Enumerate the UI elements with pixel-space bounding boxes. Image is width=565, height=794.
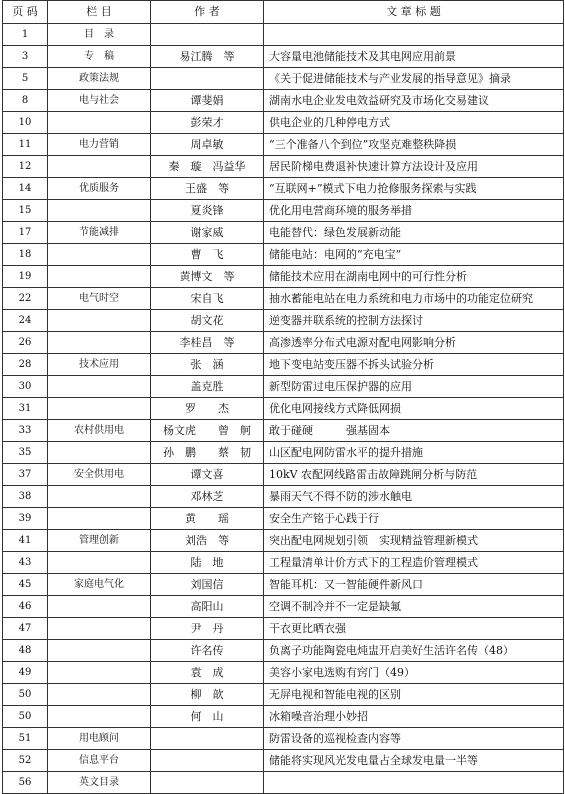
column-cell	[48, 508, 151, 530]
author-cell	[151, 750, 264, 772]
page-number-cell: 10	[3, 112, 48, 134]
author-cell: 陆 地	[151, 552, 264, 574]
title-cell: 智能耳机：又一智能硬件新风口	[264, 574, 564, 596]
page-number-cell: 48	[3, 640, 48, 662]
page-number-cell: 45	[3, 574, 48, 596]
table-row	[3, 310, 564, 332]
author-cell: 高阳山	[151, 596, 264, 618]
contents-table	[2, 0, 564, 794]
table-row	[3, 750, 564, 772]
table-row	[3, 442, 564, 464]
author-cell: 柳 歆	[151, 684, 264, 706]
author-cell: 何 山	[151, 706, 264, 728]
author-cell: 杨文虎 曾 舸	[151, 420, 264, 442]
author-cell: 袁 成	[151, 662, 264, 684]
page-number-cell: 47	[3, 618, 48, 640]
column-cell: 目 录	[48, 24, 151, 46]
column-cell	[48, 640, 151, 662]
page-number-cell: 41	[3, 530, 48, 552]
table-row	[3, 772, 564, 794]
title-cell: 抽水蓄能电站在电力系统和电力市场中的功能定位研究	[264, 288, 564, 310]
title-cell: “互联网+”模式下电力抢修服务探索与实践	[264, 178, 564, 200]
title-cell: 《关于促进储能技术与产业发展的指导意见》摘录	[264, 68, 564, 90]
table-row	[3, 90, 564, 112]
title-cell: 地下变电站变压器不拆头试验分析	[264, 354, 564, 376]
page-number-cell: 39	[3, 508, 48, 530]
author-cell: 谢家威	[151, 222, 264, 244]
page-number-cell: 15	[3, 200, 48, 222]
title-cell: 无屏电视和智能电视的区别	[264, 684, 564, 706]
column-cell	[48, 310, 151, 332]
table-row	[3, 618, 564, 640]
table-row	[3, 222, 564, 244]
table-body	[3, 24, 564, 794]
author-cell: 谭斐娟	[151, 90, 264, 112]
page-number-cell: 49	[3, 662, 48, 684]
page-number-cell: 35	[3, 442, 48, 464]
title-cell: 逆变器并联系统的控制方法探讨	[264, 310, 564, 332]
header-row	[3, 1, 564, 24]
page-number-cell: 33	[3, 420, 48, 442]
title-cell: “三个准备八个到位”攻坚克难整秩降损	[264, 134, 564, 156]
author-cell: 邓林芝	[151, 486, 264, 508]
title-cell: 优化用电营商环境的服务举措	[264, 200, 564, 222]
column-cell: 安全供用电	[48, 464, 151, 486]
title-cell: 山区配电网防雷水平的提升措施	[264, 442, 564, 464]
title-cell: 美容小家电选购有窍门（49）	[264, 662, 564, 684]
title-cell: 冰箱噪音治理小妙招	[264, 706, 564, 728]
table-row	[3, 288, 564, 310]
title-cell: 储能将实现风光发电量占全球发电量一半等	[264, 750, 564, 772]
table-row	[3, 178, 564, 200]
page-number-cell: 5	[3, 68, 48, 90]
column-cell: 用电顾问	[48, 728, 151, 750]
page-number-cell: 3	[3, 46, 48, 68]
table-row	[3, 46, 564, 68]
title-cell: 大容量电池储能技术及其电网应用前景	[264, 46, 564, 68]
title-cell: 暴雨天气不得不防的涉水触电	[264, 486, 564, 508]
table-row	[3, 24, 564, 46]
title-cell: 供电企业的几种停电方式	[264, 112, 564, 134]
table-row	[3, 244, 564, 266]
page-number-cell: 14	[3, 178, 48, 200]
author-cell: 张 涵	[151, 354, 264, 376]
author-cell: 孙 鹏 蔡 韧	[151, 442, 264, 464]
author-cell: 夏炎锋	[151, 200, 264, 222]
column-cell: 管理创新	[48, 530, 151, 552]
column-cell	[48, 442, 151, 464]
table-row	[3, 728, 564, 750]
column-cell: 专 稿	[48, 46, 151, 68]
page-number-cell: 51	[3, 728, 48, 750]
header-column: 栏 目	[48, 1, 151, 24]
table-row	[3, 156, 564, 178]
page-number-cell: 31	[3, 398, 48, 420]
column-cell	[48, 596, 151, 618]
page-number-cell: 56	[3, 772, 48, 794]
title-cell: 干衣更比晒衣强	[264, 618, 564, 640]
table-row	[3, 530, 564, 552]
title-cell: 安全生产铭于心践于行	[264, 508, 564, 530]
table-row	[3, 662, 564, 684]
column-cell	[48, 684, 151, 706]
author-cell: 谭文喜	[151, 464, 264, 486]
column-cell: 优质服务	[48, 178, 151, 200]
column-cell: 英文目录	[48, 772, 151, 794]
author-cell	[151, 772, 264, 794]
author-cell: 盖克胜	[151, 376, 264, 398]
column-cell: 信息平台	[48, 750, 151, 772]
author-cell: 宋自飞	[151, 288, 264, 310]
header-page: 页 码	[3, 1, 48, 24]
author-cell: 秦 璇 冯益华	[151, 156, 264, 178]
title-cell: 高渗透率分布式电源对配电网影响分析	[264, 332, 564, 354]
title-cell: 居民阶梯电费退补快速计算方法设计及应用	[264, 156, 564, 178]
table-row	[3, 332, 564, 354]
header-author: 作 者	[151, 1, 264, 24]
title-cell: 湖南水电企业发电效益研究及市场化交易建议	[264, 90, 564, 112]
column-cell	[48, 618, 151, 640]
column-cell	[48, 486, 151, 508]
title-cell: 10kV 农配网线路雷击故障跳闸分析与防范	[264, 464, 564, 486]
title-cell: 空调不制冷并不一定是缺氟	[264, 596, 564, 618]
column-cell	[48, 706, 151, 728]
column-cell: 节能减排	[48, 222, 151, 244]
table-row	[3, 200, 564, 222]
column-cell: 电气时空	[48, 288, 151, 310]
table-row	[3, 376, 564, 398]
page-number-cell: 18	[3, 244, 48, 266]
page-number-cell: 38	[3, 486, 48, 508]
table-row	[3, 266, 564, 288]
page-number-cell: 30	[3, 376, 48, 398]
title-cell: 优化电网接线方式降低网损	[264, 398, 564, 420]
column-cell	[48, 552, 151, 574]
page-number-cell: 50	[3, 706, 48, 728]
page-number-cell: 1	[3, 24, 48, 46]
table-of-contents	[2, 0, 563, 794]
column-cell	[48, 376, 151, 398]
author-cell: 黄博文 等	[151, 266, 264, 288]
author-cell: 彭荣才	[151, 112, 264, 134]
author-cell: 刘浩 等	[151, 530, 264, 552]
page-number-cell: 50	[3, 684, 48, 706]
page-number-cell: 19	[3, 266, 48, 288]
title-cell: 工程量清单计价方式下的工程造价管理模式	[264, 552, 564, 574]
page-number-cell: 22	[3, 288, 48, 310]
header-title: 文 章 标 题	[264, 1, 564, 24]
title-cell: 储能技术应用在湖南电网中的可行性分析	[264, 266, 564, 288]
author-cell	[151, 24, 264, 46]
table-row	[3, 112, 564, 134]
column-cell	[48, 200, 151, 222]
column-cell: 家庭电气化	[48, 574, 151, 596]
table-row	[3, 508, 564, 530]
column-cell	[48, 266, 151, 288]
column-cell: 政策法规	[48, 68, 151, 90]
title-cell	[264, 24, 564, 46]
column-cell	[48, 662, 151, 684]
page-number-cell: 46	[3, 596, 48, 618]
author-cell: 黄 瑶	[151, 508, 264, 530]
page-number-cell: 17	[3, 222, 48, 244]
author-cell: 王盛 等	[151, 178, 264, 200]
table-row	[3, 574, 564, 596]
title-cell: 储能电站：电网的“充电宝”	[264, 244, 564, 266]
title-cell: 敢于碰硬 强基固本	[264, 420, 564, 442]
page-number-cell: 8	[3, 90, 48, 112]
page-number-cell: 24	[3, 310, 48, 332]
author-cell: 周卓敏	[151, 134, 264, 156]
page-number-cell: 12	[3, 156, 48, 178]
title-cell: 电能替代：绿色发展新动能	[264, 222, 564, 244]
author-cell	[151, 68, 264, 90]
author-cell: 许名传	[151, 640, 264, 662]
table-row	[3, 420, 564, 442]
page-number-cell: 52	[3, 750, 48, 772]
column-cell	[48, 244, 151, 266]
column-cell: 农村供用电	[48, 420, 151, 442]
table-row	[3, 398, 564, 420]
author-cell: 罗 杰	[151, 398, 264, 420]
table-row	[3, 354, 564, 376]
table-row	[3, 68, 564, 90]
author-cell	[151, 728, 264, 750]
author-cell: 尹 丹	[151, 618, 264, 640]
author-cell: 刘国信	[151, 574, 264, 596]
title-cell: 负离子功能陶瓷电炖盅开启美好生活许名传（48）	[264, 640, 564, 662]
author-cell: 李桂昌 等	[151, 332, 264, 354]
page-number-cell: 11	[3, 134, 48, 156]
author-cell: 胡文花	[151, 310, 264, 332]
table-row	[3, 464, 564, 486]
page-number-cell: 28	[3, 354, 48, 376]
table-row	[3, 134, 564, 156]
table-row	[3, 486, 564, 508]
table-row	[3, 552, 564, 574]
title-cell: 防雷设备的巡视检查内容等	[264, 728, 564, 750]
page-number-cell: 37	[3, 464, 48, 486]
column-cell: 电力营销	[48, 134, 151, 156]
table-row	[3, 706, 564, 728]
column-cell	[48, 332, 151, 354]
author-cell: 易江腾 等	[151, 46, 264, 68]
page-number-cell: 26	[3, 332, 48, 354]
column-cell: 技术应用	[48, 354, 151, 376]
author-cell: 曹 飞	[151, 244, 264, 266]
table-row	[3, 684, 564, 706]
table-row	[3, 596, 564, 618]
title-cell: 新型防雷过电压保护器的应用	[264, 376, 564, 398]
column-cell	[48, 156, 151, 178]
table-row	[3, 640, 564, 662]
page-number-cell: 43	[3, 552, 48, 574]
column-cell	[48, 398, 151, 420]
column-cell: 电与社会	[48, 90, 151, 112]
column-cell	[48, 112, 151, 134]
title-cell: 突出配电网规划引领 实现精益管理新模式	[264, 530, 564, 552]
title-cell	[264, 772, 564, 794]
